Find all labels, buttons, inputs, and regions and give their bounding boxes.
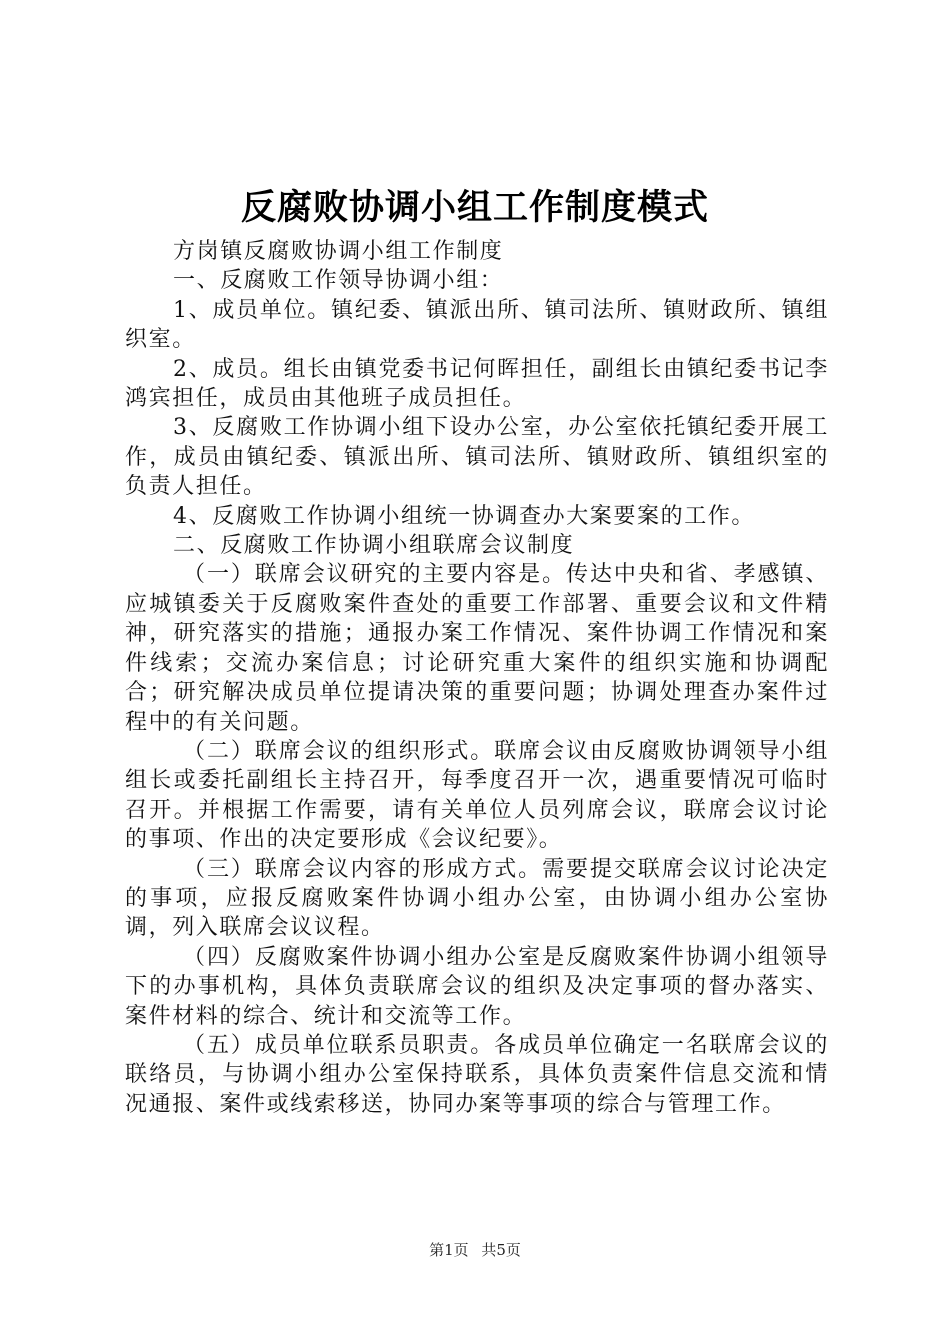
paragraph-item-1: 1、成员单位。镇纪委、镇派出所、镇司法所、镇财政所、镇组织室。 [125,297,829,353]
document-body [125,237,829,1119]
paragraph-clause-2: （二）联席会议的组织形式。联席会议由反腐败协调领导小组组长或委托副组长主持召开，每季度召开一次，遇重要情况可临时召开。并根据工作需要，请有关单位人员列席会议，联席会议讨论的事项、作出的决定要形成《会议纪要》。 [125,738,829,853]
document-title: 反腐败协调小组工作制度模式 [240,187,709,228]
paragraph-section-2-heading: 二、反腐败工作协调小组联席会议制度 [173,533,575,559]
page-number: 第1页 [429,1241,469,1259]
paragraph-item-4: 4、反腐败工作协调小组统一协调查办大案要案的工作。 [173,503,755,529]
paragraph-clause-1: （一）联席会议研究的主要内容是。传达中央和省、孝感镇、应城镇委关于反腐败案件查处的重要工作部署、重要会议和文件精神，研究落实的措施；通报办案工作情况、案件协调工作情况和案件线索；交流办案信息；讨论研究重大案件的组织实施和协调配合；研究解决成员单位提请决策的重要问题；协调处理查办案件过程中的有关问题。 [125,562,829,735]
paragraph-clause-4: （四）反腐败案件协调小组办公室是反腐败案件协调小组领导下的办事机构，具体负责联席会议的组织及决定事项的督办落实、案件材料的综合、统计和交流等工作。 [125,944,829,1029]
paragraph-item-2: 2、成员。组长由镇党委书记何晖担任，副组长由镇纪委书记李鸿宾担任，成员由其他班子成员担任。 [125,356,829,412]
page-total: 共5页 [481,1241,521,1259]
paragraph-clause-5: （五）成员单位联系员职责。各成员单位确定一名联席会议的联络员，与协调小组办公室保持联系，具体负责案件信息交流和情况通报、案件或线索移送，协同办案等事项的综合与管理工作。 [125,1032,829,1117]
page-footer [0,1240,950,1260]
paragraph-section-1-heading: 一、反腐败工作领导协调小组： [173,268,504,294]
paragraph-clause-3: （三）联席会议内容的形成方式。需要提交联席会议讨论决定的事项，应报反腐败案件协调小组办公室，由协调小组办公室协调，列入联席会议议程。 [125,856,829,941]
paragraph-subtitle: 方岗镇反腐败协调小组工作制度 [173,239,504,264]
paragraph-item-3: 3、反腐败工作协调小组下设办公室，办公室依托镇纪委开展工作，成员由镇纪委、镇派出所、镇司法所、镇财政所、镇组织室的负责人担任。 [125,415,829,500]
